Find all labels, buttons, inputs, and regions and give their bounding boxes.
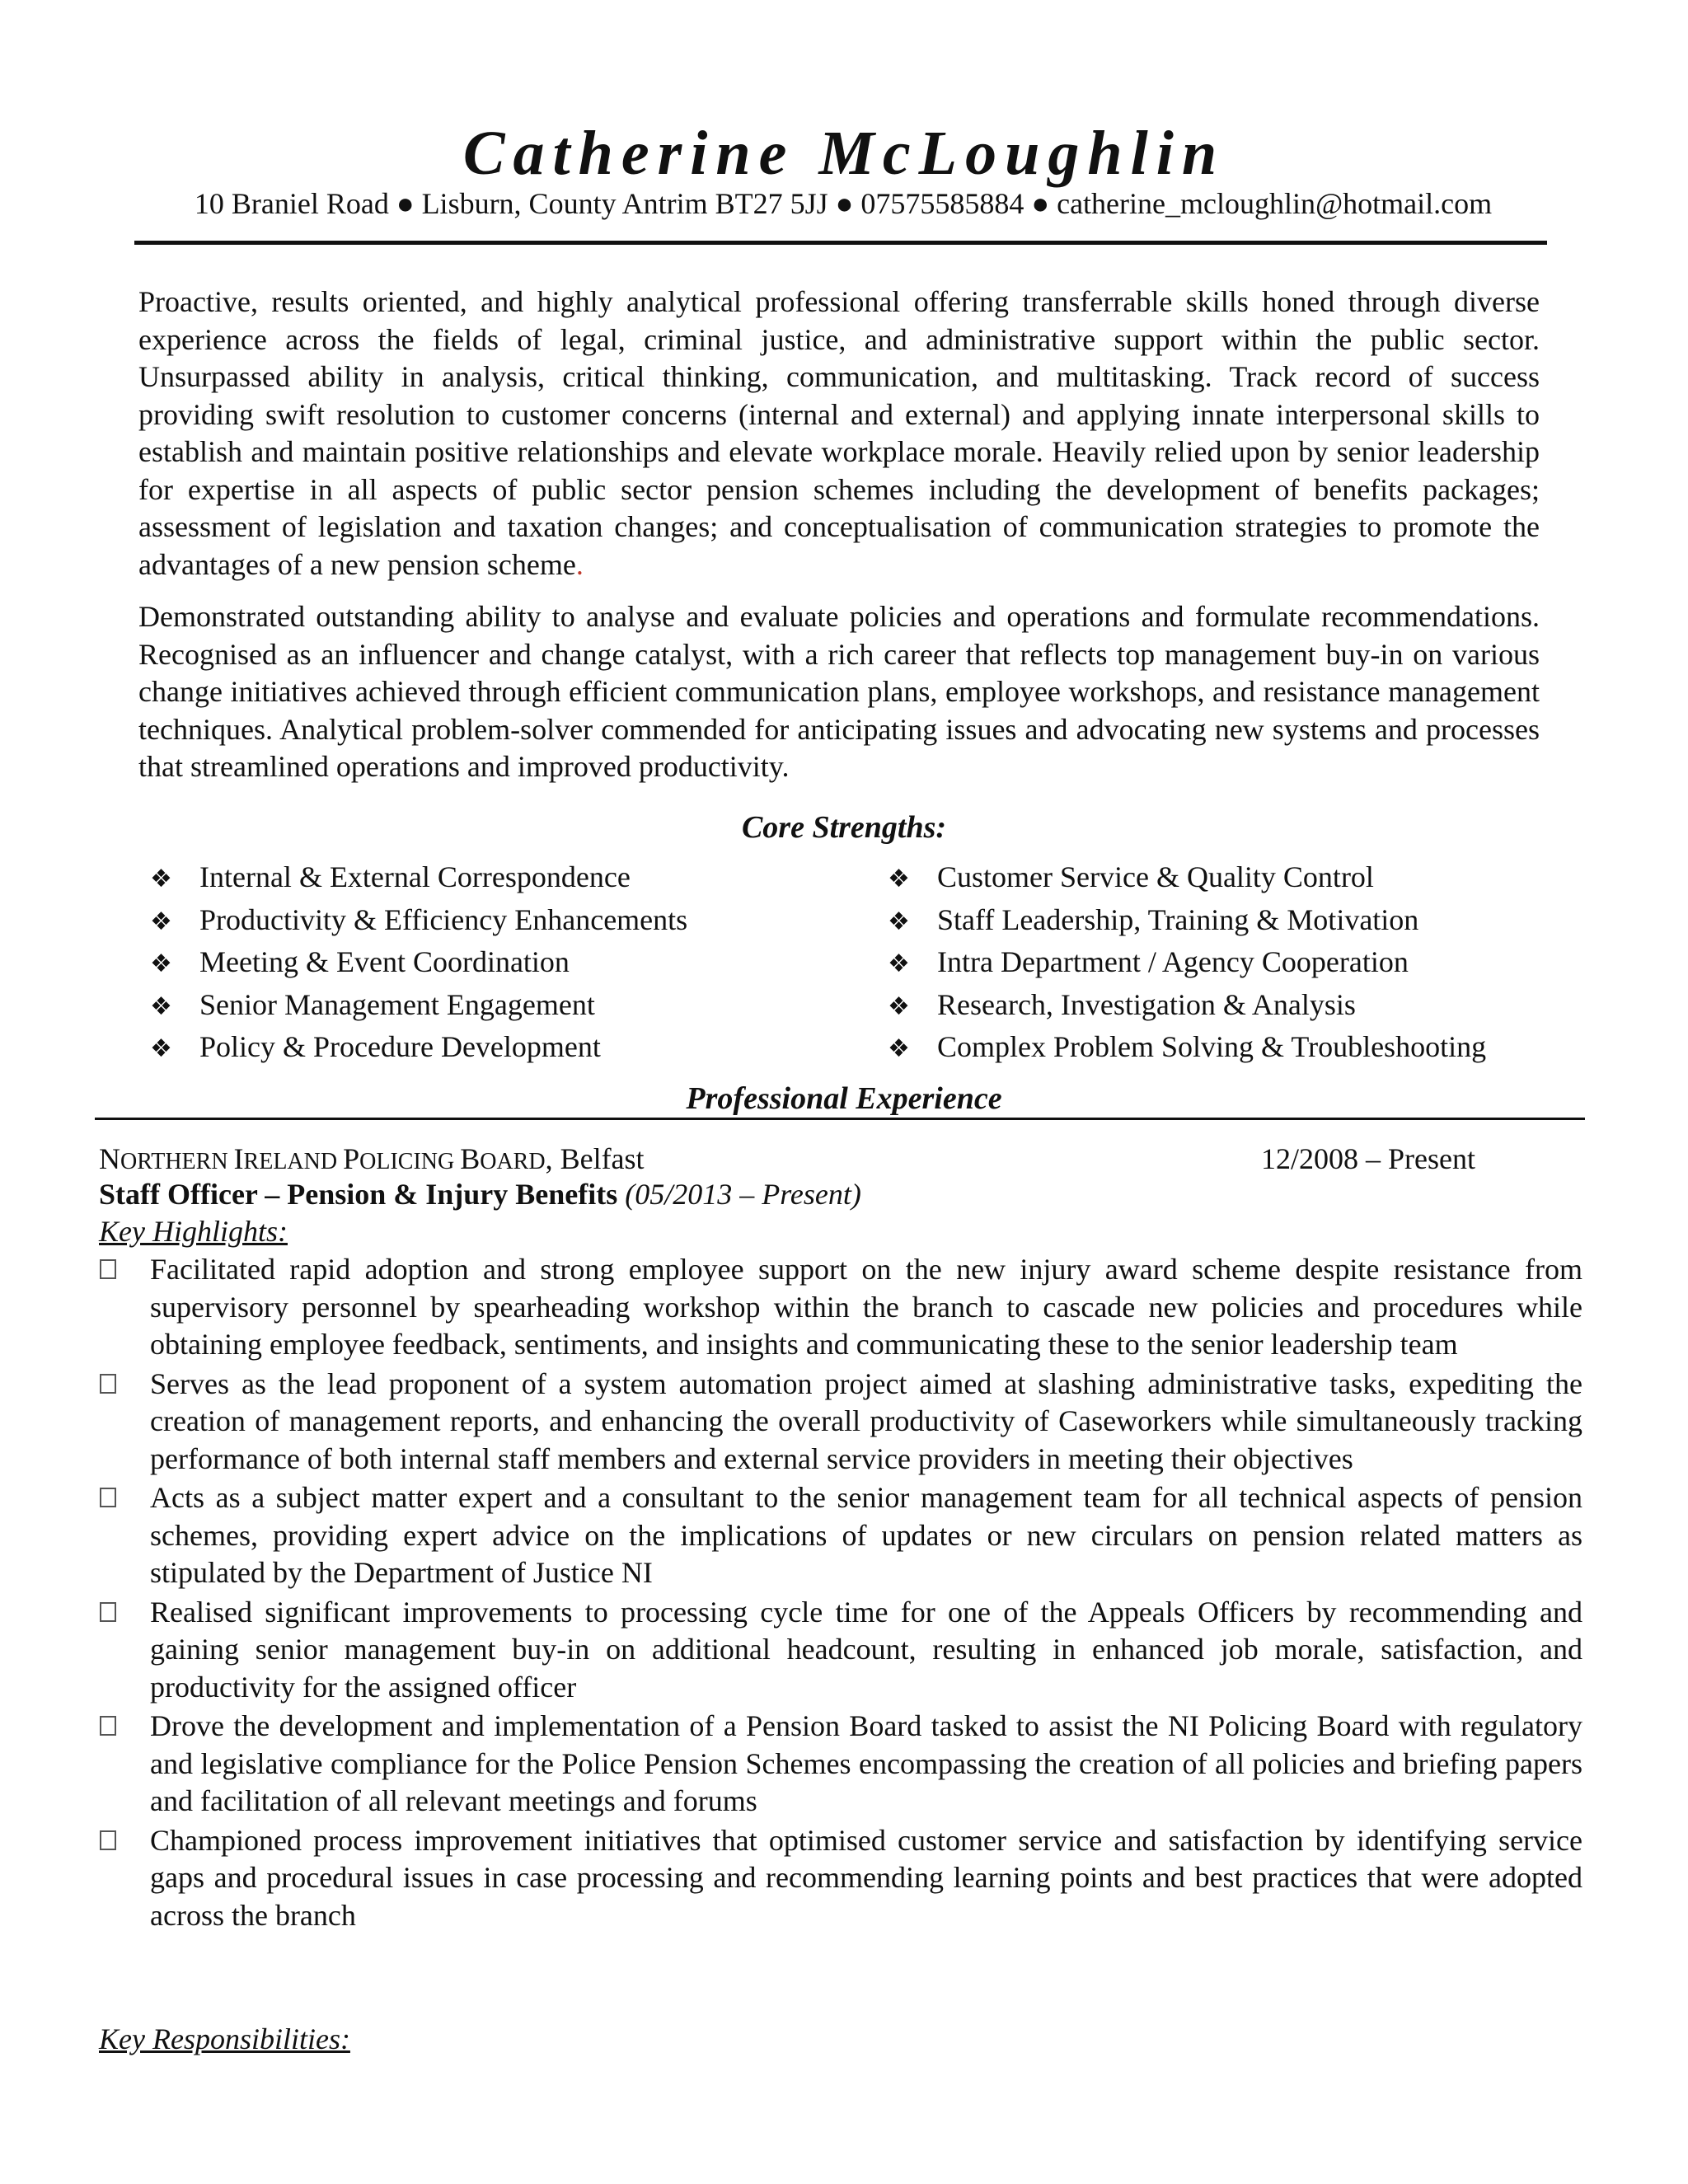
highlight-item: [99, 1822, 1582, 1935]
core-strengths-right-list: [888, 857, 1564, 1070]
job-title: Staff Officer – Pension & Injury Benefits: [99, 1178, 618, 1211]
strength-label: Policy & Procedure Development: [199, 1030, 601, 1063]
diamond-bullet-icon: ❖: [150, 991, 172, 1021]
strength-label: Productivity & Efficiency Enhancements: [199, 902, 688, 936]
highlight-text: Realised significant improvements to processing cycle time for one of the Appeals Officers by recommending and gaining senior management buy-in on additional headcount, resulting in enhanced job morale, satisfaction, and productivity for the assigned officer: [150, 1595, 1582, 1704]
candidate-name: Catherine McLoughlin: [462, 119, 1226, 188]
employer-smallcaps: RELAND: [243, 1149, 344, 1174]
strength-item: [888, 942, 1564, 985]
highlight-text: Acts as a subject matter expert and a consultant to the senior management team for all technical aspects of pension schemes, providing expert advice on the implications of updates or new circulars on pension related matters as stipulated by the Department of Justice NI: [150, 1481, 1582, 1589]
strength-item: [150, 857, 826, 900]
strength-item: [888, 1027, 1564, 1070]
employer-initial: B: [460, 1142, 481, 1175]
core-strengths-left-list: [150, 857, 826, 1070]
checkbox-bullet-icon: [100, 1602, 116, 1622]
highlight-text: Facilitated rapid adoption and strong employee support on the new injury award scheme despite resistance from supervisory personnel by spearheading workshop within the branch to cascade new policies and procedures while obtaining employee feedback, sentiments, and insights and communicating these to the senior leadership team: [150, 1253, 1582, 1361]
diamond-bullet-icon: ❖: [888, 1034, 910, 1063]
checkbox-bullet-icon: [100, 1488, 116, 1507]
strength-item: [888, 857, 1564, 900]
highlight-text: Championed process improvement initiatives that optimised customer service and satisfaction by identifying service gaps and procedural issues in case processing and recommending learning points and best practices that were adopted across the branch: [150, 1823, 1582, 1932]
strength-label: Meeting & Event Coordination: [199, 945, 570, 978]
strength-item: [888, 985, 1564, 1028]
checkbox-bullet-icon: [100, 1374, 116, 1394]
key-highlights-heading: Key Highlights:: [99, 1215, 288, 1248]
diamond-bullet-icon: ❖: [150, 949, 172, 978]
diamond-bullet-icon: ❖: [888, 907, 910, 936]
strength-item: [150, 985, 826, 1028]
highlight-item: [99, 1366, 1582, 1479]
highlight-item: [99, 1594, 1582, 1707]
strength-item: [150, 1027, 826, 1070]
employer-smallcaps: OARD: [480, 1149, 546, 1174]
strength-label: Intra Department / Agency Cooperation: [937, 945, 1409, 978]
diamond-bullet-icon: ❖: [888, 991, 910, 1021]
highlights-list: [99, 1251, 1582, 1936]
professional-experience-title: Professional Experience: [686, 1081, 1002, 1116]
strength-label: Internal & External Correspondence: [199, 860, 631, 893]
employer-initial: I: [233, 1142, 244, 1175]
highlight-item: [99, 1479, 1582, 1592]
highlight-item: [99, 1251, 1582, 1364]
employer-initial: N: [99, 1142, 120, 1175]
contact-line: 10 Braniel Road ● Lisburn, County Antrim BT27 5JJ ● 07575585884 ● catherine_mcloughlin@hotmail.com: [194, 187, 1493, 220]
strength-label: Research, Investigation & Analysis: [937, 987, 1356, 1021]
strength-item: [888, 900, 1564, 943]
summary-paragraph-1: [138, 284, 1540, 583]
employment-dates: 12/2008 – Present: [1261, 1142, 1475, 1175]
strength-label: Customer Service & Quality Control: [937, 860, 1374, 893]
summary-text-1: Proactive, results oriented, and highly analytical professional offering transferrable skills honed through diverse experience across the fields of legal, criminal justice, and administrative support within the public sector. Unsurpassed ability in analysis, critical thinking, communication, and multitasking. Track record of success providing swift resolution to customer concerns (internal and external) and applying innate interpersonal skills to establish and maintain positive relationships and elevate workplace morale. Heavily relied upon by senior leadership for expertise in all aspects of public sector pension schemes including the development of benefits packages; assessment of legislation and taxation changes; and conceptualisation of communication strategies to promote the advantages of a new pension scheme: [138, 285, 1540, 581]
employer-smallcaps: ORTHERN: [120, 1149, 234, 1174]
employer-name: [99, 1141, 645, 1180]
key-responsibilities-heading: Key Responsibilities:: [99, 2022, 350, 2055]
checkbox-bullet-icon: [100, 1259, 116, 1279]
strength-label: Senior Management Engagement: [199, 987, 595, 1021]
checkbox-bullet-icon: [100, 1830, 116, 1850]
experience-divider: [95, 1118, 1585, 1120]
diamond-bullet-icon: ❖: [150, 1034, 172, 1063]
job-title-dates: (05/2013 – Present): [625, 1178, 861, 1211]
diamond-bullet-icon: ❖: [150, 865, 172, 893]
checkbox-bullet-icon: [100, 1716, 116, 1736]
highlight-text: Drove the development and implementation of a Pension Board tasked to assist the NI Policing Board with regulatory and legislative compliance for the Police Pension Schemes encompassing the creation of all policies and briefing papers and facilitation of all relevant meetings and forums: [150, 1709, 1582, 1817]
summary-period: .: [575, 547, 584, 581]
job-role: [99, 1176, 861, 1212]
diamond-bullet-icon: ❖: [888, 949, 910, 978]
header-divider: [134, 241, 1547, 245]
strength-item: [150, 942, 826, 985]
employer-location: , Belfast: [545, 1142, 645, 1175]
highlight-item: [99, 1708, 1582, 1821]
strength-label: Complex Problem Solving & Troubleshooting: [937, 1030, 1487, 1063]
strength-label: Staff Leadership, Training & Motivation: [937, 902, 1419, 936]
highlight-text: Serves as the lead proponent of a system automation project aimed at slashing administrative tasks, expediting the creation of management reports, and enhancing the overall productivity of Caseworkers while simultaneously tracking performance of both internal staff members and external service providers in meeting their objectives: [150, 1366, 1582, 1475]
diamond-bullet-icon: ❖: [888, 865, 910, 893]
summary-paragraph-2: [138, 598, 1540, 786]
employer-smallcaps: OLICING: [359, 1149, 461, 1174]
summary-text-2: Demonstrated outstanding ability to analyse and evaluate policies and operations and formulate recommendations. Recognised as an influencer and change catalyst, with a rich career that reflects top management buy-in on various change initiatives achieved through efficient communication plans, employee workshops, and resistance management techniques. Analytical problem-solver commended for anticipating issues and advocating new systems and processes that streamlined operations and improved productivity.: [138, 600, 1540, 783]
diamond-bullet-icon: ❖: [150, 907, 172, 936]
strength-item: [150, 900, 826, 943]
core-strengths-title: Core Strengths:: [741, 810, 947, 845]
employer-initial: P: [343, 1142, 360, 1175]
